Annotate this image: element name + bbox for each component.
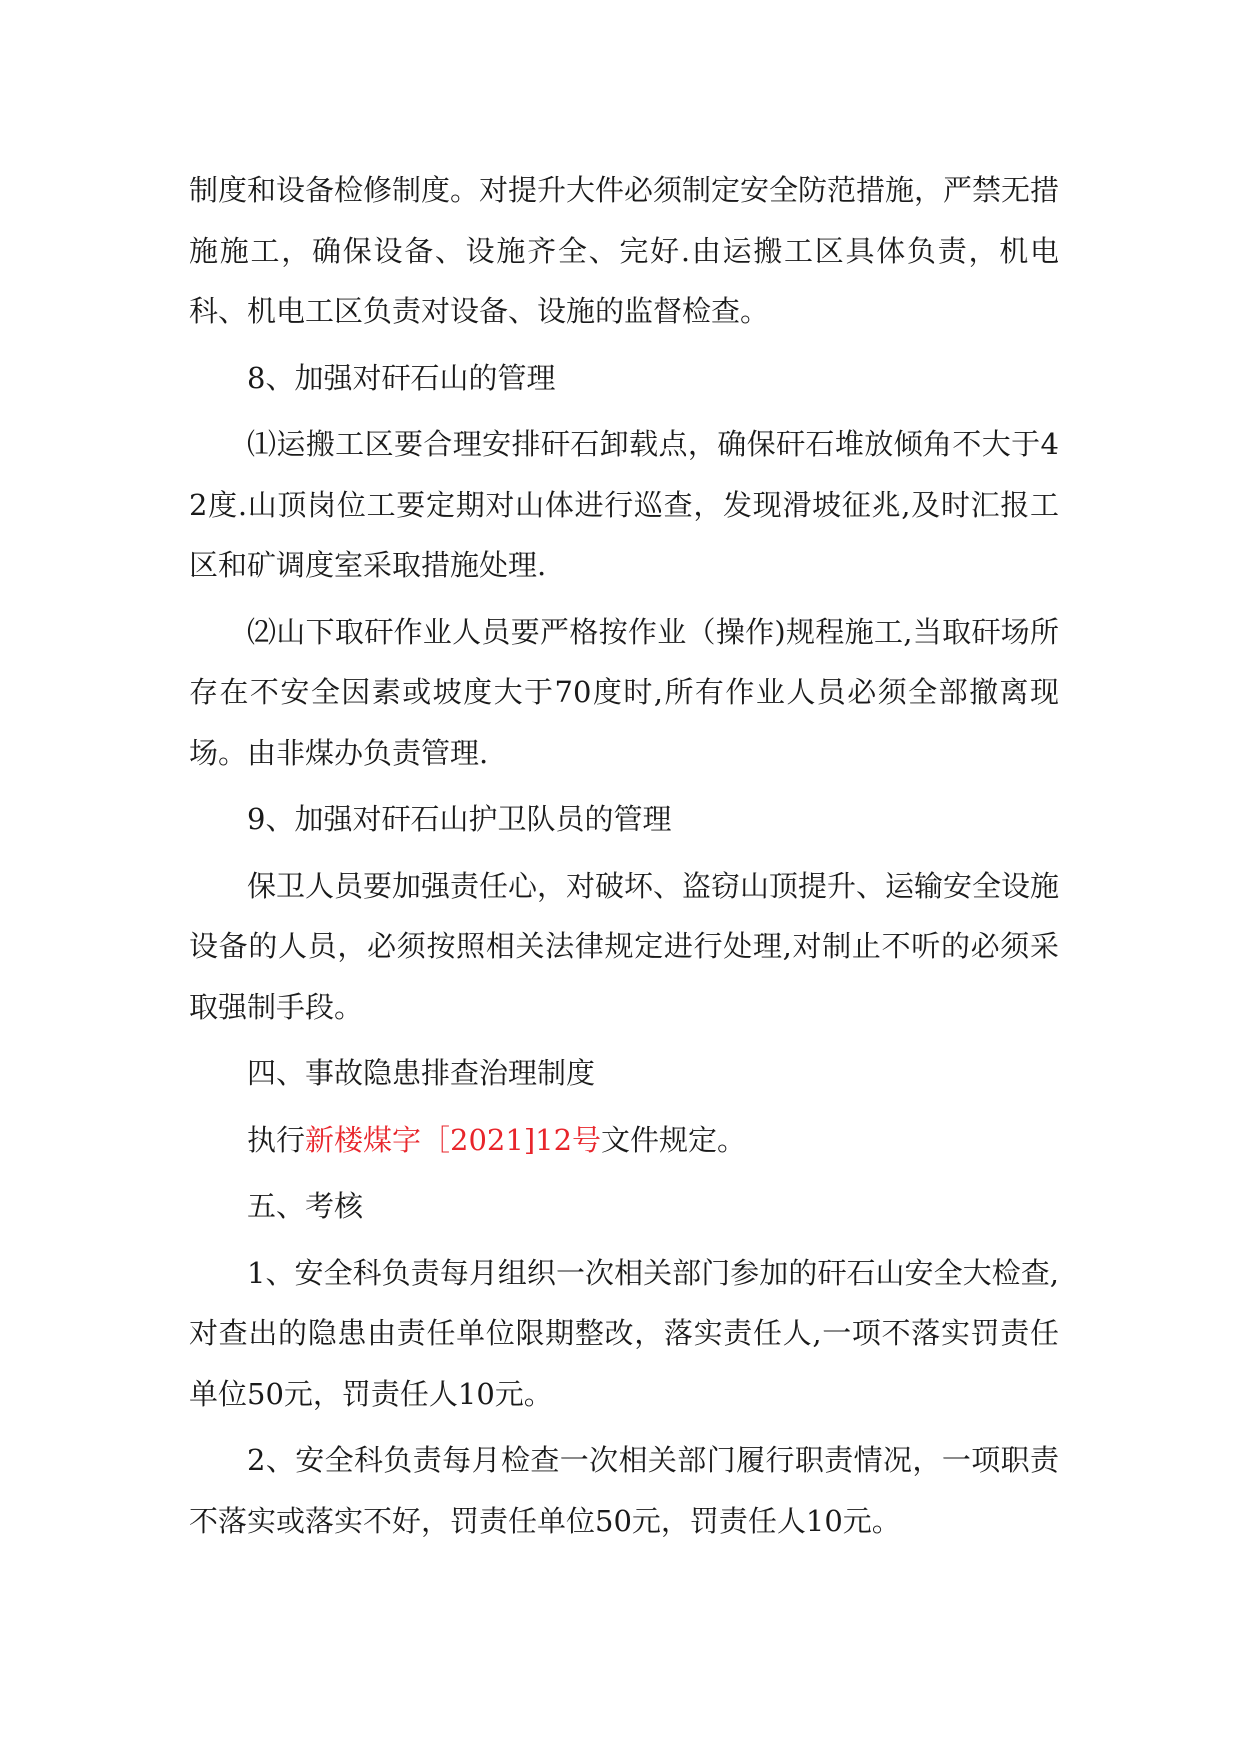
execute-prefix: 执行 bbox=[247, 1122, 306, 1157]
paragraph-unloading-point: ⑴运搬工区要合理安排矸石卸载点，确保矸石堆放倾角不大于42度.山顶岗位工要定期对山体进行巡查，发现滑坡征兆,及时汇报工区和矿调度室采取措施处理. bbox=[189, 427, 1059, 582]
paragraph-duty-check: 2、安全科负责每月检查一次相关部门履行职责情况，一项职责不落实或落实不好，罚责任单位50元，罚责任人10元。 bbox=[189, 1443, 1059, 1538]
paragraph-execute-document bbox=[189, 1110, 1059, 1171]
heading-gangue-hill-management: 8、加强对矸石山的管理 bbox=[247, 360, 556, 395]
paragraph-security-personnel: 保卫人员要加强责任心，对破坏、盗窃山顶提升、运输安全设施设备的人员，必须按照相关法律规定进行处理,对制止不听的必须采取强制手段。 bbox=[189, 868, 1060, 1024]
paragraph-equipment-maintenance: 制度和设备检修制度。对提升大件必须制定安全防范措施，严禁无措施施工，确保设备、设施齐全、完好.由运搬工区具体负责，机电科、机电工区负责对设备、设施的监督检查。 bbox=[189, 173, 1060, 328]
heading-assessment: 五、考核 bbox=[247, 1189, 364, 1223]
execute-suffix: 文件规定。 bbox=[601, 1122, 747, 1157]
heading-hazard-investigation: 四、事故隐患排查治理制度 bbox=[247, 1056, 596, 1090]
document-body bbox=[189, 160, 1059, 1557]
paragraph-gangue-retrieval: ⑵山下取矸作业人员要严格按作业（操作)规程施工,当取矸场所存在不安全因素或坡度大于70度时,所有作业人员必须全部撤离现场。由非煤办负责管理. bbox=[189, 614, 1059, 770]
document-reference-number: 新楼煤字［2021]12号 bbox=[305, 1122, 602, 1157]
heading-guard-management: 9、加强对矸石山护卫队员的管理 bbox=[247, 802, 672, 836]
paragraph-monthly-inspection: 1、安全科负责每月组织一次相关部门参加的矸石山安全大检查,对查出的隐患由责任单位限期整改，落实责任人,一项不落实罚责任单位50元，罚责任人10元。 bbox=[189, 1255, 1059, 1411]
